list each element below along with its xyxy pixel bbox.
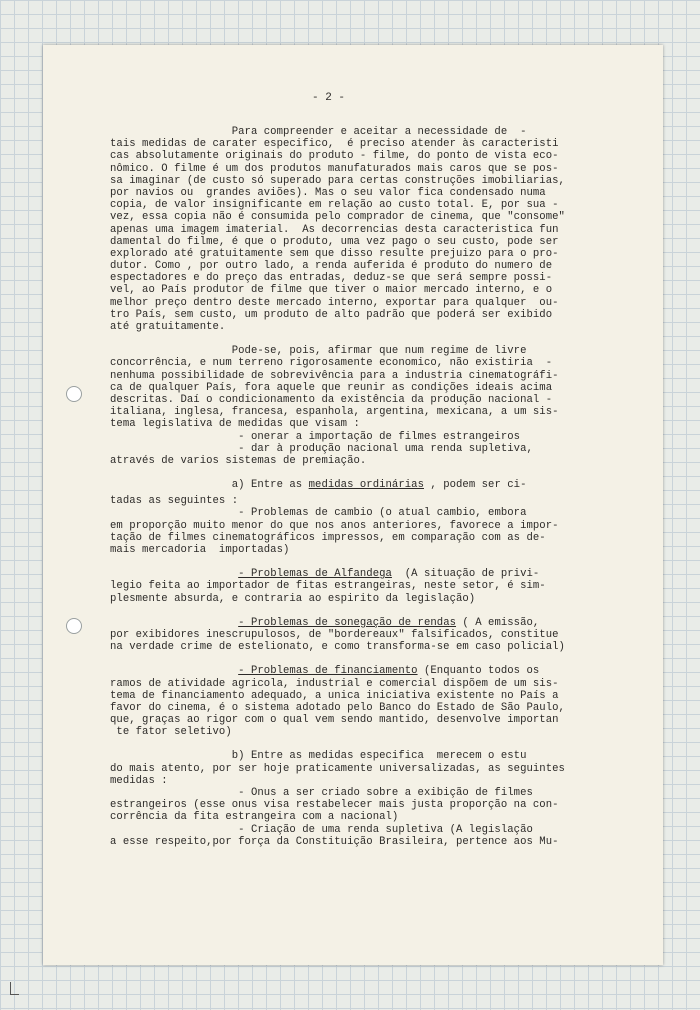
text-line: vez, essa copia não é consumida pelo comprador de cinema, que "consome" <box>110 211 565 224</box>
text-line: do mais atento, por ser hoje praticamente universalizadas, as seguintes <box>110 762 565 775</box>
text-line: legio feita ao importador de fitas estrangeiras, neste setor, é sim- <box>110 580 546 593</box>
corner-mark <box>10 982 19 995</box>
text-line: nenhuma possibilidade de sobrevivência para a industria cinematográfi- <box>110 369 559 382</box>
text-line: apenas uma imagem imaterial. As decorrencias desta caracteristica fun <box>110 223 559 236</box>
problem-item-title: - Problemas de cambio <box>238 507 373 520</box>
text-line: te fator seletivo) <box>110 726 232 739</box>
text-line: vel, ao País produtor de filme que tiver o maior mercado interno, e o <box>110 284 553 297</box>
text-line: ca de qualquer País, fora aquele que reunir as condições ideais acima <box>110 381 553 394</box>
problem-item <box>110 605 640 654</box>
text-line: estrangeiros (esse onus visa restabelecer mais justa proporção na con- <box>110 799 559 812</box>
section-a-ordinary-measures <box>110 479 640 738</box>
problem-item-title: - Problemas de sonegação de rendas <box>238 616 457 629</box>
problem-item-heading: - Problemas de Alfandega (A situação de privi- <box>238 568 540 581</box>
medidas-ordinarias-underlined: medidas ordinárias <box>308 479 424 492</box>
text-line: cas absolutamente originais do produto - filme, do ponto de vista eco- <box>110 150 559 163</box>
text-line: melhor preço dentro deste mercado interno, exportar para qualquer ou- <box>110 296 559 309</box>
text-line: que, graças ao rigor com o qual vem sendo mantido, desenvolve importan <box>110 714 559 727</box>
problem-item-title: - Problemas de Alfandega <box>238 568 392 581</box>
problem-item <box>110 556 640 605</box>
problem-item-heading: - Problemas de financiamento (Enquanto todos os <box>238 665 540 678</box>
text-line: - Onus a ser criado sobre a exibição de filmes <box>110 787 533 799</box>
text-line: através de varios sistemas de premiação. <box>110 454 367 467</box>
text-line: descritas. Daí o condicionamento da existência da produção nacional - <box>110 393 553 406</box>
text-line: damental do filme, é que o produto, uma vez pago o seu custo, pode ser <box>110 235 559 248</box>
text-line: medidas : <box>110 774 168 787</box>
text-line: tação de filmes cinematográficos impressos, em comparação com as de- <box>110 531 546 544</box>
text-line: nômico. O filme é um dos produtos manufaturados mais caros que se pos- <box>110 162 559 175</box>
text-line: na verdade crime de estelionato, e como transforma-se em caso policial) <box>110 641 565 654</box>
paragraph-product-characteristics <box>110 126 640 333</box>
page-number: - 2 - <box>312 92 346 104</box>
text-line: - dar à produção nacional uma renda supletiva, <box>110 442 533 455</box>
text-line: a esse respeito,por força da Constituição Brasileira, pertence aos Mu- <box>110 835 559 848</box>
text-line: - onerar a importação de filmes estrangeiros <box>110 430 521 443</box>
text-line: copia, de valor insignificante em relação ao custo total. E, por sua - <box>110 199 559 212</box>
punch-hole-upper <box>66 386 82 402</box>
text-line: em proporção muito menor do que nos anos anteriores, favorece a impor- <box>110 519 559 532</box>
text-line: - Criação de uma renda supletiva (A legislação <box>110 823 533 836</box>
text-line: concorrência, e num terreno rigorosamente economico, não existiria - <box>110 357 553 370</box>
section-a-intro: a) Entre as medidas ordinárias , podem ser ci- <box>110 479 527 492</box>
text-line: corrência da fita estrangeira com a nacional) <box>110 811 399 824</box>
text-line: Para compreender e aceitar a necessidade de - <box>110 126 527 138</box>
problem-item-heading: - Problemas de sonegação de rendas ( A emissão, <box>238 616 540 629</box>
text-line: plesmente absurda, e contraria ao espirito da legislação) <box>110 592 476 605</box>
text-line: tro País, sem custo, um produto de alto padrão que poderá ser exibido <box>110 308 553 321</box>
problem-item <box>110 507 640 556</box>
text-line: dutor. Como , por outro lado, a renda auferida é produto do numero de <box>110 260 553 273</box>
text-line: b) Entre as medidas especifica merecem o estu <box>110 750 527 763</box>
text-line: tema de financiamento adequado, a unica iniciativa existente no País a <box>110 689 559 702</box>
text-line: por exibidores inescrupulosos, de "bordereaux" falsificados, constitue <box>110 628 559 641</box>
text-line: mais mercadoria importadas) <box>110 544 290 556</box>
section-a-intro-line2: tadas as seguintes : <box>110 495 239 508</box>
text-line: até gratuitamente. <box>110 321 226 333</box>
text-line: tais medidas de carater especifico, é preciso atender às caracteristi <box>110 138 559 151</box>
text-line: por navios ou grandes aviões). Mas o seu valor fica condensado numa <box>110 186 546 199</box>
text-line: Pode-se, pois, afirmar que num regime de livre <box>110 345 527 358</box>
text-line: favor do cinema, é o sistema adotado pelo Banco do Estado de São Paulo, <box>110 701 565 714</box>
text-line: tema legislativa de medidas que visam : <box>110 418 360 431</box>
punch-hole-lower <box>66 618 82 634</box>
section-b-specific-measures <box>110 750 640 848</box>
text-line: italiana, inglesa, francesa, espanhola, argentina, mexicana, a um sis- <box>110 406 559 419</box>
text-line: explorado até gratuitamente sem que disso resulte prejuizo para o pro- <box>110 247 559 260</box>
document-body <box>110 126 640 848</box>
problem-item-title: - Problemas de financiamento <box>238 665 418 678</box>
text-line: ramos de atividade agricola, industrial e comercial dispõem de um sis- <box>110 677 559 690</box>
text-line: espectadores e do preço das entradas, deduz-se que será sempre possi- <box>110 272 553 285</box>
paragraph-free-competition <box>110 345 640 467</box>
text-line: sa imaginar (de custo só superado para certas construções imobiliarias, <box>110 174 565 187</box>
problem-item <box>110 653 640 738</box>
problem-item-heading: - Problemas de cambio (o atual cambio, embora <box>238 507 527 520</box>
